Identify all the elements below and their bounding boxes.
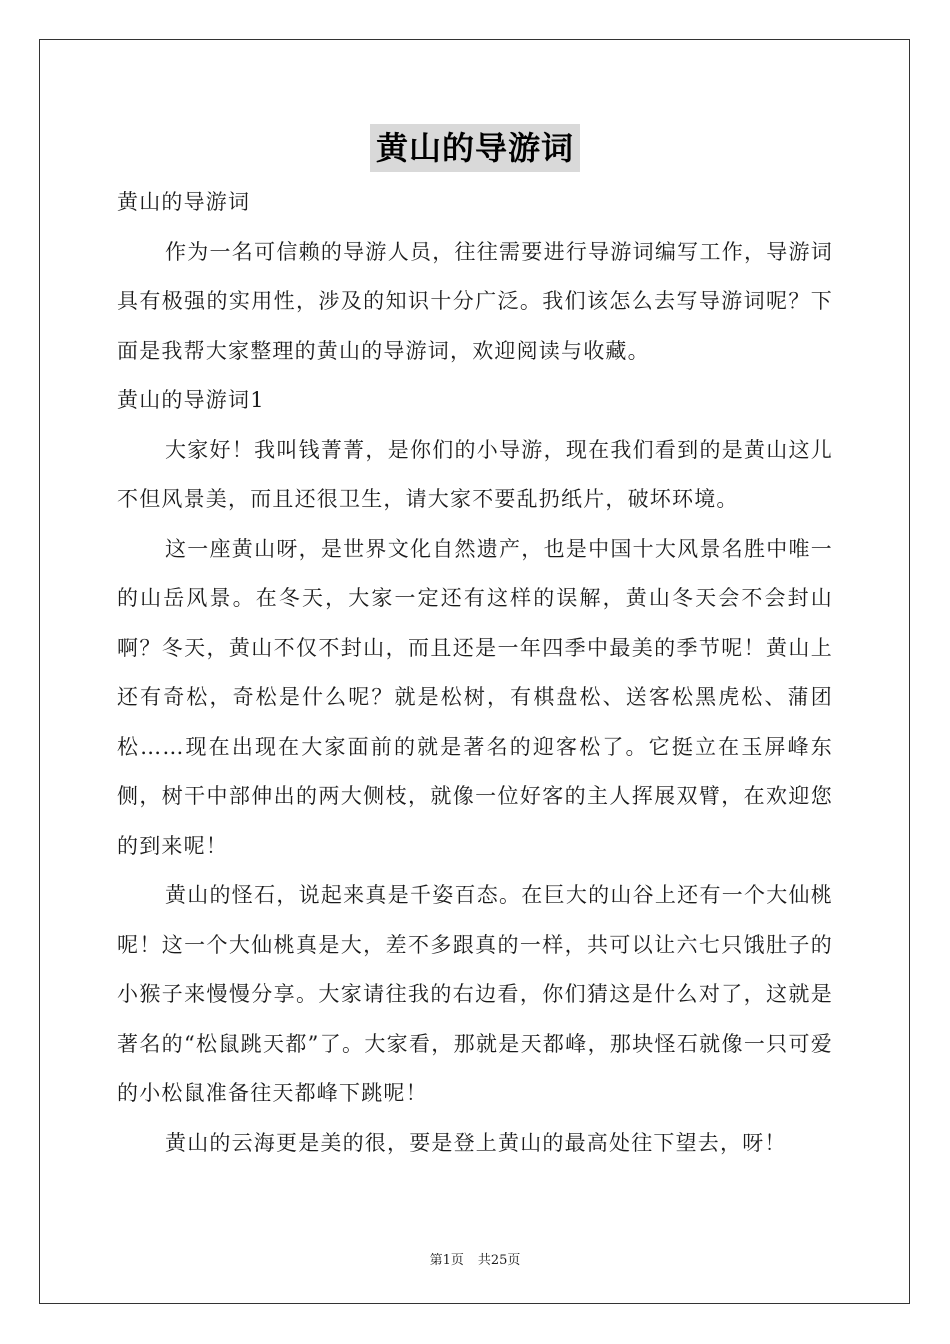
paragraph-rocks: 黄山的怪石，说起来真是千姿百态。在巨大的山谷上还有一个大仙桃呢！这一个大仙桃真是大，差不多跟真的一样，共可以让六七只饿肚子的小猴子来慢慢分享。大家请往我的右边看，你们猜这是什么对了，这就是著名的“松鼠跳天都”了。大家看，那就是天都峰，那块怪石就像一只可爱的小松鼠准备往天都峰下跳呢！ bbox=[117, 883, 833, 1105]
page-total: 共25页 bbox=[477, 1253, 521, 1268]
paragraph-pines: 这一座黄山呀，是世界文化自然遗产，也是中国十大风景名胜中唯一的山岳风景。在冬天，大家一定还有这样的误解，黄山冬天会不会封山啊？冬天，黄山不仅不封山，而且还是一年四季中最美的季节呢！黄山上还有奇松，奇松是什么呢？就是松树，有棋盘松、送客松黑虎松、蒲团松……现在出现在大家面前的就是著名的迎客松了。它挺立在玉屏峰东侧，树干中部伸出的两大侧枝，就像一位好客的主人挥展双臂，在欢迎您的到来呢！ bbox=[117, 536, 833, 858]
page-number: 第1页 bbox=[429, 1253, 464, 1268]
document-title bbox=[0, 124, 950, 172]
document-body bbox=[117, 178, 833, 1168]
paragraph-clouds: 黄山的云海更是美的很，要是登上黄山的最高处往下望去，呀！ bbox=[165, 1130, 787, 1155]
section-heading-1: 黄山的导游词1 bbox=[117, 388, 265, 412]
paragraph-intro: 作为一名可信赖的导游人员，往往需要进行导游词编写工作，导游词具有极强的实用性，涉及的知识十分广泛。我们该怎么去写导游词呢？下面是我帮大家整理的黄山的导游词，欢迎阅读与收藏。 bbox=[117, 239, 833, 363]
section-heading: 黄山的导游词 bbox=[117, 190, 251, 214]
document-title-text: 黄山的导游词 bbox=[370, 124, 580, 172]
paragraph-greeting: 大家好！我叫钱菁菁，是你们的小导游，现在我们看到的是黄山这儿不但风景美，而且还很卫生，请大家不要乱扔纸片，破坏环境。 bbox=[117, 437, 833, 511]
page-footer bbox=[0, 1249, 950, 1268]
